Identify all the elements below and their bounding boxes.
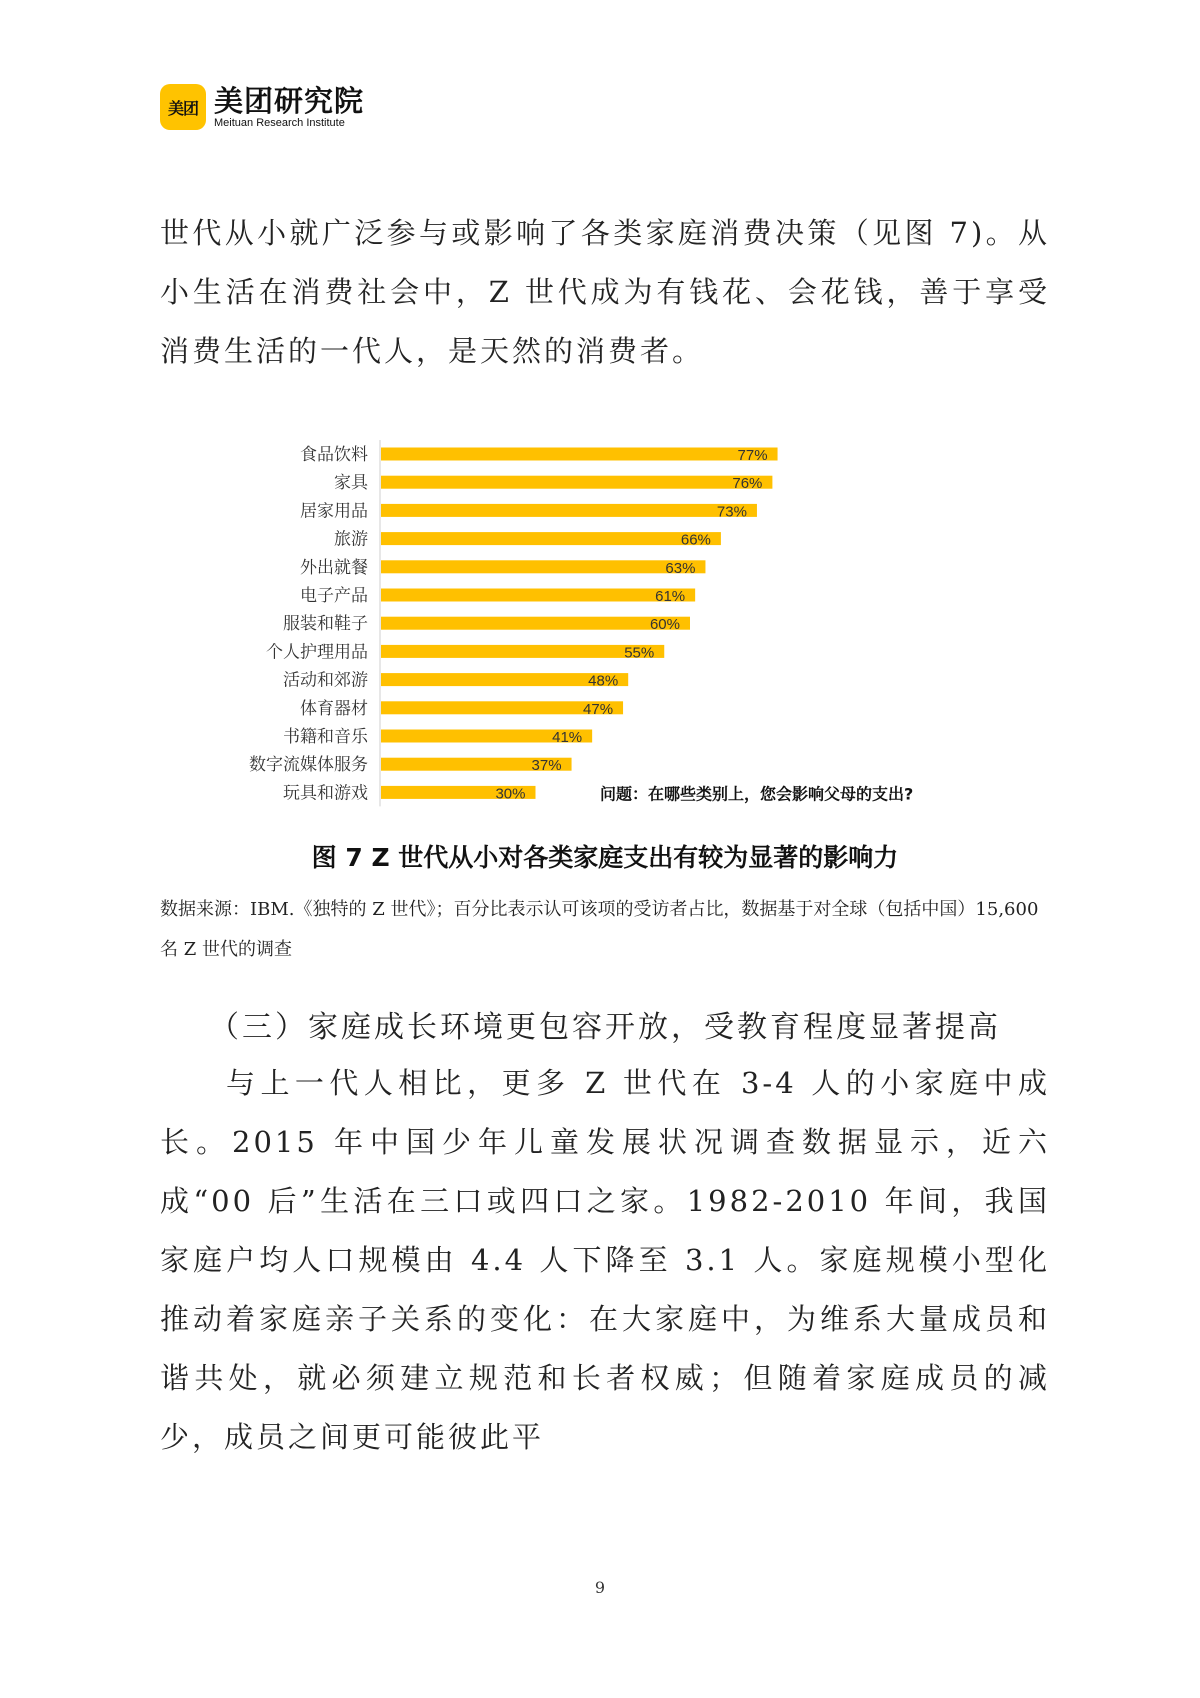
category-label: 电子产品 bbox=[300, 586, 368, 606]
category-label: 食品饮料 bbox=[300, 445, 368, 465]
bar bbox=[381, 645, 664, 658]
bar bbox=[381, 560, 705, 573]
data-label: 37% bbox=[531, 757, 562, 775]
data-label: 41% bbox=[552, 729, 583, 746]
category-label: 外出就餐 bbox=[300, 557, 368, 578]
org-name-cn: 美团研究院 bbox=[214, 83, 365, 118]
bar bbox=[381, 504, 757, 517]
data-label: 76% bbox=[732, 475, 763, 493]
category-label: 玩具和游戏 bbox=[283, 783, 368, 804]
meituan-logo bbox=[160, 84, 364, 130]
category-label: 服装和鞋子 bbox=[283, 614, 368, 635]
data-label: 77% bbox=[737, 447, 768, 464]
data-label: 48% bbox=[588, 672, 619, 690]
body-paragraph-2: 与上一代人相比，更多 Z 世代在 3-4 人的小家庭中成长。2015 年中国少年儿童发展状况调查数据显示，近六成“00 后”生活在三口或四口之家。1982-2010 年间，我国家庭户均人口规模由 4.4 人下降至 3.1 人。家庭规模小型化推动着家庭亲子关系的变化：在大家庭中，为维系大量成员和谐共处，就必须建立规范和长者权威；但随着家庭成员的减少，成员之间更可能彼此平 bbox=[160, 1066, 1050, 1454]
category-label: 书籍和音乐 bbox=[283, 727, 368, 747]
org-name-en: Meituan Research Institute bbox=[214, 116, 345, 129]
bar bbox=[381, 448, 778, 461]
bar bbox=[381, 476, 772, 489]
chart-annotation: 问题：在哪些类别上，您会影响父母的支出? bbox=[600, 784, 914, 804]
data-label: 30% bbox=[495, 785, 526, 803]
logo-text bbox=[214, 85, 364, 130]
category-label: 旅游 bbox=[334, 529, 368, 550]
category-label: 家具 bbox=[334, 473, 368, 494]
data-label: 47% bbox=[583, 700, 614, 718]
body-paragraph-1: 世代从小就广泛参与或影响了各类家庭消费决策（见图 7)。从小生活在消费社会中，Z 世代成为有钱花、会花钱，善于享受消费生活的一代人，是天然的消费者。 bbox=[160, 216, 1050, 368]
data-label: 60% bbox=[649, 616, 680, 634]
figure-7-chart bbox=[190, 440, 1050, 810]
category-label: 活动和郊游 bbox=[283, 670, 368, 691]
page-number: 9 bbox=[594, 1578, 606, 1597]
figure-caption: 图 7 Z 世代从小对各类家庭支出有较为显著的影响力 bbox=[311, 843, 899, 872]
category-label: 居家用品 bbox=[300, 501, 368, 522]
bar bbox=[381, 589, 695, 602]
data-label: 55% bbox=[624, 644, 655, 662]
category-label: 数字流媒体服务 bbox=[249, 755, 368, 776]
data-label: 61% bbox=[655, 588, 686, 605]
bar bbox=[381, 617, 690, 630]
data-label: 73% bbox=[716, 503, 747, 521]
data-source-note: 数据来源：IBM.《独特的 Z 世代》；百分比表示认可该项的受访者占比，数据基于对全球（包括中国）15,600 名 Z 世代的调查 bbox=[160, 899, 1039, 960]
data-label: 63% bbox=[665, 559, 696, 577]
section-heading: （三）家庭成长环境更包容开放，受教育程度显著提高 bbox=[209, 1010, 1001, 1045]
logo-badge: 美团 bbox=[160, 84, 206, 130]
category-label: 个人护理用品 bbox=[266, 642, 368, 663]
bar bbox=[381, 532, 721, 545]
bar-chart-svg bbox=[190, 440, 1050, 810]
category-label: 体育器材 bbox=[300, 698, 368, 719]
data-label: 66% bbox=[680, 531, 711, 549]
